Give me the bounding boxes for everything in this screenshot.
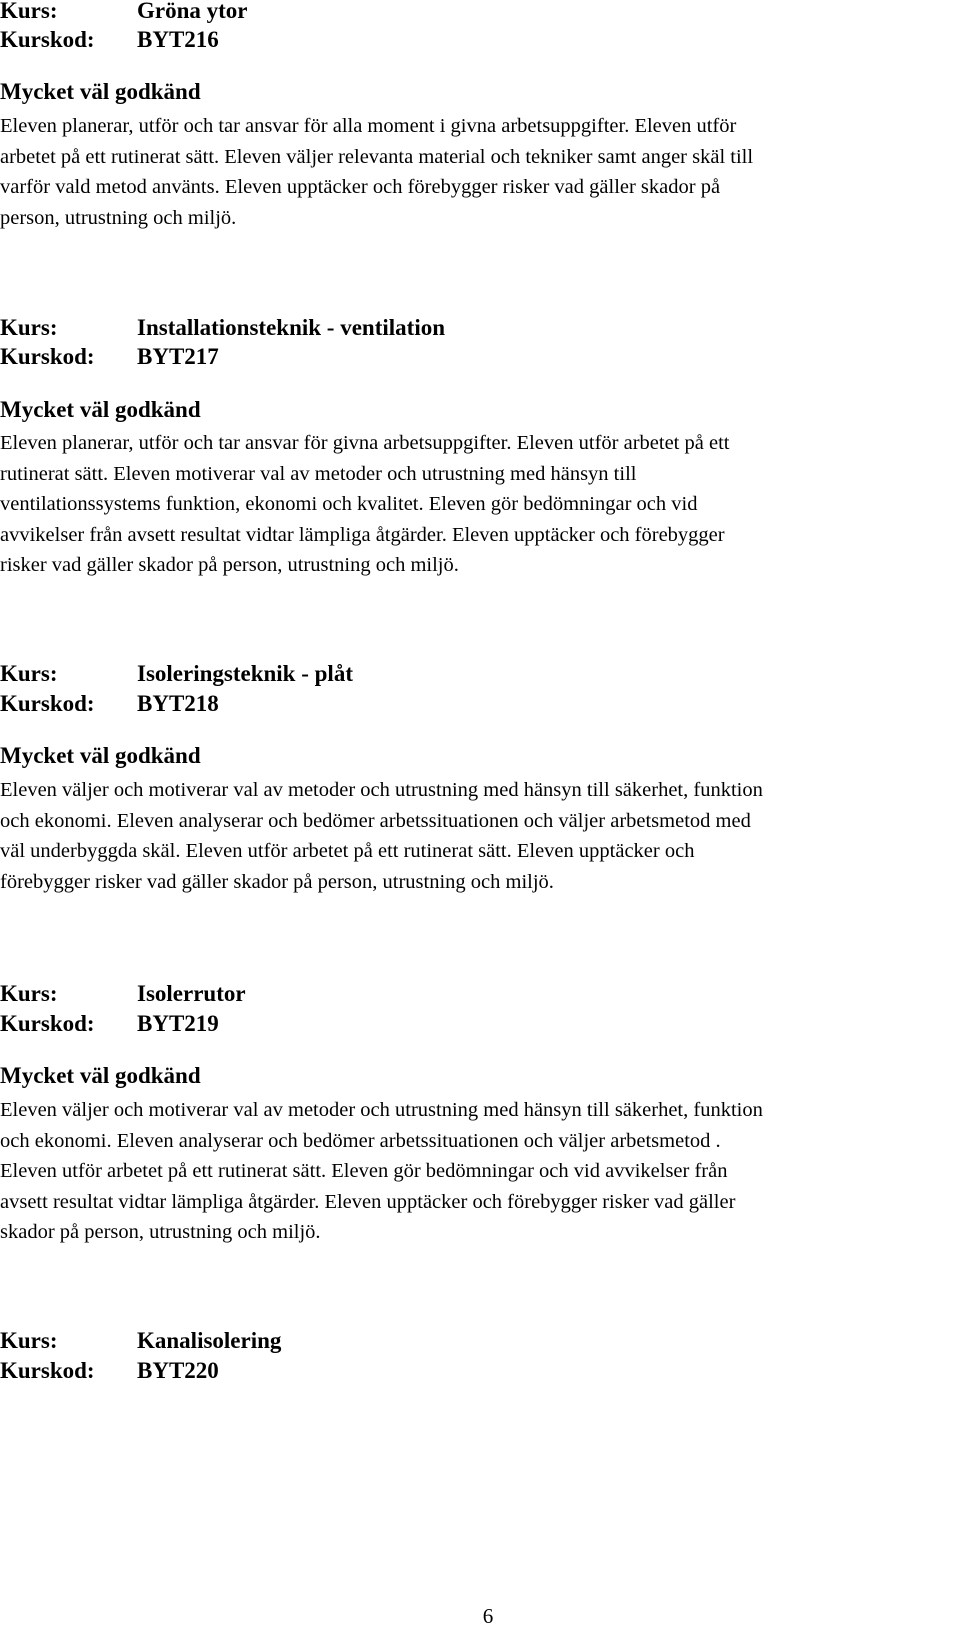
course-name-row (0, 0, 248, 26)
description-line: skador på person, utrustning och miljö. (0, 1221, 321, 1243)
description-line: och ekonomi. Eleven analyserar och bedömer arbetssituationen och väljer arbetsmetod . (0, 1129, 721, 1152)
kurs-label: Kurs: (0, 661, 58, 686)
description-line: avvikelser från avsett resultat vidtar lämpliga åtgärder. Eleven upptäcker och förebygger (0, 523, 725, 546)
description-line: arbetet på ett rutinerat sätt. Eleven väljer relevanta material och tekniker samt anger skäl till (0, 145, 754, 168)
description-line: risker vad gäller skador på person, utrustning och miljö. (0, 554, 459, 576)
course-name: Isolerrutor (137, 981, 246, 1006)
course-name-row (0, 1326, 281, 1356)
course-description (0, 111, 753, 233)
description-line: varför vald metod använts. Eleven upptäcker och förebygger risker vad gäller skador på (0, 176, 721, 198)
course-code: BYT218 (137, 691, 219, 716)
grade-heading: Mycket väl godkänd (0, 1063, 201, 1088)
course-code-row (0, 342, 219, 372)
description-line: Eleven planerar, utför och tar ansvar för alla moment i givna arbetsuppgifter. Eleven utför (0, 115, 737, 137)
kurskod-label: Kurskod: (0, 344, 95, 369)
course-name-row (0, 313, 445, 343)
grade-heading: Mycket väl godkänd (0, 397, 201, 422)
description-line: Eleven planerar, utför och tar ansvar för givna arbetsuppgifter. Eleven utför arbetet på ett (0, 432, 730, 454)
description-line: väl underbyggda skäl. Eleven utför arbetet på ett rutinerat sätt. Eleven upptäcker och (0, 840, 695, 862)
course-code: BYT217 (137, 344, 219, 369)
course-name-row (0, 659, 353, 689)
course-code: BYT216 (137, 27, 219, 52)
course-code-row (0, 689, 219, 719)
course-code-row (0, 1356, 219, 1386)
course-name: Isoleringsteknik - plåt (137, 661, 353, 686)
kurskod-label: Kurskod: (0, 1011, 95, 1036)
description-line: Eleven väljer och motiverar val av metoder och utrustning med hänsyn till säkerhet, funktion (0, 779, 763, 801)
grade-heading: Mycket väl godkänd (0, 79, 201, 104)
course-name: Kanalisolering (137, 1328, 282, 1353)
description-line: person, utrustning och miljö. (0, 206, 237, 229)
description-line: Eleven väljer och motiverar val av metoder och utrustning med hänsyn till säkerhet, funktion (0, 1099, 763, 1121)
course-name: Gröna ytor (137, 0, 248, 23)
course-code-row (0, 1009, 219, 1039)
description-line: ventilationssystems funktion, ekonomi och kvalitet. Eleven gör bedömningar och vid (0, 493, 698, 515)
course-code: BYT219 (137, 1011, 219, 1036)
page-number: 6 (482, 1604, 494, 1628)
course-code: BYT220 (137, 1358, 219, 1383)
kurs-label: Kurs: (0, 1328, 58, 1353)
course-code-row (0, 25, 219, 55)
kurs-label: Kurs: (0, 315, 58, 340)
grade-heading: Mycket väl godkänd (0, 743, 201, 768)
kurskod-label: Kurskod: (0, 691, 95, 716)
course-description (0, 428, 729, 581)
description-line: Eleven utför arbetet på ett rutinerat sätt. Eleven gör bedömningar och vid avvikelser från (0, 1160, 728, 1182)
description-line: rutinerat sätt. Eleven motiverar val av metoder och utrustning med hänsyn till (0, 462, 637, 485)
kurs-label: Kurs: (0, 0, 58, 23)
description-line: och ekonomi. Eleven analyserar och bedömer arbetssituationen och väljer arbetsmetod med (0, 809, 751, 832)
kurskod-label: Kurskod: (0, 27, 95, 52)
course-name-row (0, 979, 246, 1009)
kurs-label: Kurs: (0, 981, 58, 1006)
course-name: Installationsteknik - ventilation (137, 315, 445, 340)
course-description (0, 775, 763, 897)
course-description (0, 1095, 763, 1248)
description-line: förebygger risker vad gäller skador på person, utrustning och miljö. (0, 870, 554, 893)
kurskod-label: Kurskod: (0, 1358, 95, 1383)
description-line: avsett resultat vidtar lämpliga åtgärder. Eleven upptäcker och förebygger risker vad gäller (0, 1190, 736, 1213)
